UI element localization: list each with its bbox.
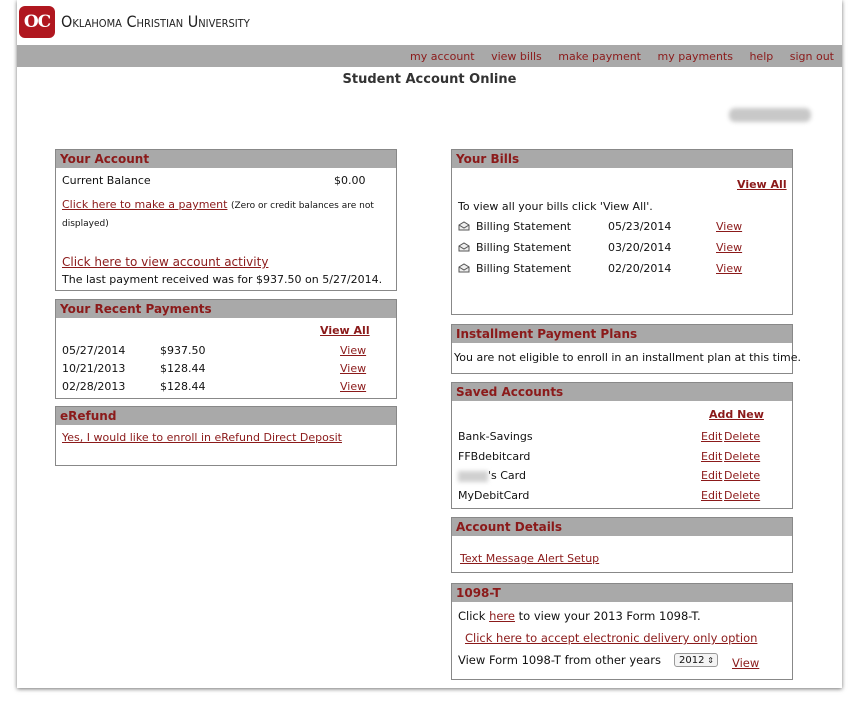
panel-title: Your Recent Payments xyxy=(56,300,396,318)
make-payment-link[interactable]: Click here to make a payment xyxy=(62,198,228,211)
add-new-account-link[interactable]: Add New xyxy=(709,408,764,421)
delete-account-link[interactable]: Delete xyxy=(724,430,761,443)
nav-help[interactable]: help xyxy=(749,50,774,63)
your-bills-panel xyxy=(451,149,793,315)
recent-payments-panel xyxy=(55,299,397,399)
saved-account-name: 's Card xyxy=(488,469,526,482)
payment-view-link[interactable]: View xyxy=(340,344,367,357)
panel-title: Your Bills xyxy=(452,150,792,168)
panel-title: eRefund xyxy=(56,407,396,425)
bill-date: 03/20/2014 xyxy=(608,241,672,254)
text-alert-setup-link[interactable]: Text Message Alert Setup xyxy=(460,552,600,565)
bill-name: Billing Statement xyxy=(476,220,572,233)
saved-account-name: Bank-Savings xyxy=(458,430,533,443)
page-title: Student Account Online xyxy=(342,72,517,87)
bills-instruction: To view all your bills click 'View All'. xyxy=(458,200,653,213)
university-name: Oklahoma Christian University xyxy=(61,12,250,31)
edit-account-link[interactable]: Edit xyxy=(701,489,723,502)
edit-account-link[interactable]: Edit xyxy=(701,430,723,443)
edit-account-link[interactable]: Edit xyxy=(701,450,723,463)
nav-view-bills[interactable]: view bills xyxy=(491,50,542,63)
balance-value: $0.00 xyxy=(334,174,366,187)
payment-amount: $937.50 xyxy=(160,344,206,357)
site-header xyxy=(17,0,842,43)
bill-name: Billing Statement xyxy=(476,241,572,254)
bill-icon xyxy=(458,242,470,255)
nav-my-payments[interactable]: my payments xyxy=(657,50,733,63)
page-frame xyxy=(17,0,842,688)
bill-icon xyxy=(458,221,470,234)
click-text: Click xyxy=(458,609,486,623)
account-details-panel xyxy=(451,517,793,573)
bill-name: Billing Statement xyxy=(476,262,572,275)
payment-date: 10/21/2013 xyxy=(62,362,126,375)
saved-accounts-panel xyxy=(451,382,793,509)
payment-view-link[interactable]: View xyxy=(340,362,367,375)
view-activity-link[interactable]: Click here to view account activity xyxy=(62,255,269,269)
form-1098t-panel xyxy=(451,583,793,680)
nav-sign-out[interactable]: sign out xyxy=(789,50,834,63)
edit-account-link[interactable]: Edit xyxy=(701,469,723,482)
payment-date: 05/27/2014 xyxy=(62,344,126,357)
last-payment-text: The last payment received was for $937.50 on 5/27/2014. xyxy=(62,273,383,286)
delete-account-link[interactable]: Delete xyxy=(724,450,761,463)
view-1098t-here-link[interactable]: here xyxy=(489,609,515,623)
make-payment-note: (Zero or credit balances are not xyxy=(230,201,374,211)
your-account-panel xyxy=(55,149,397,291)
make-payment-note-2: displayed) xyxy=(62,219,109,229)
view-1098t-text: to view your 2013 Form 1098-T. xyxy=(518,609,701,623)
other-years-label: View Form 1098-T from other years xyxy=(458,653,661,667)
view-other-year-link[interactable]: View xyxy=(732,656,760,670)
bill-view-link[interactable]: View xyxy=(716,220,743,233)
bill-icon xyxy=(458,263,470,276)
installment-panel xyxy=(451,324,802,374)
nav-my-account[interactable]: my account xyxy=(410,50,475,63)
bills-view-all-link[interactable]: View All xyxy=(737,178,787,191)
bill-view-link[interactable]: View xyxy=(716,262,743,275)
user-name-redacted xyxy=(729,108,811,122)
payment-view-link[interactable]: View xyxy=(340,380,367,393)
electronic-delivery-link[interactable]: Click here to accept electronic delivery only option xyxy=(465,631,758,645)
bill-date: 02/20/2014 xyxy=(608,262,672,275)
panel-title: Your Account xyxy=(56,150,396,168)
university-logo[interactable]: OC xyxy=(19,6,55,38)
panel-title: Saved Accounts xyxy=(452,383,792,401)
bill-view-link[interactable]: View xyxy=(716,241,743,254)
delete-account-link[interactable]: Delete xyxy=(724,469,761,482)
bill-date: 05/23/2014 xyxy=(608,220,672,233)
installment-message: You are not eligible to enroll in an installment plan at this time. xyxy=(454,351,802,364)
saved-account-name: FFBdebitcard xyxy=(458,450,531,463)
nav-make-payment[interactable]: make payment xyxy=(558,50,641,63)
year-select[interactable]: 2012 ⇕ xyxy=(674,653,718,667)
top-nav xyxy=(17,45,842,67)
balance-label: Current Balance xyxy=(62,174,151,187)
panel-title: Installment Payment Plans xyxy=(452,325,792,343)
saved-account-name: MyDebitCard xyxy=(458,489,530,502)
panel-title: 1098-T xyxy=(452,584,792,602)
erefund-panel xyxy=(55,406,397,466)
payment-amount: $128.44 xyxy=(160,380,206,393)
erefund-enroll-link[interactable]: Yes, I would like to enroll in eRefund Direct Deposit xyxy=(62,431,342,444)
payments-view-all-link[interactable]: View All xyxy=(320,324,370,337)
select-arrows-icon: ⇕ xyxy=(707,656,714,665)
delete-account-link[interactable]: Delete xyxy=(724,489,761,502)
redacted-name xyxy=(458,471,488,482)
payment-date: 02/28/2013 xyxy=(62,380,126,393)
panel-title: Account Details xyxy=(452,518,792,536)
payment-amount: $128.44 xyxy=(160,362,206,375)
